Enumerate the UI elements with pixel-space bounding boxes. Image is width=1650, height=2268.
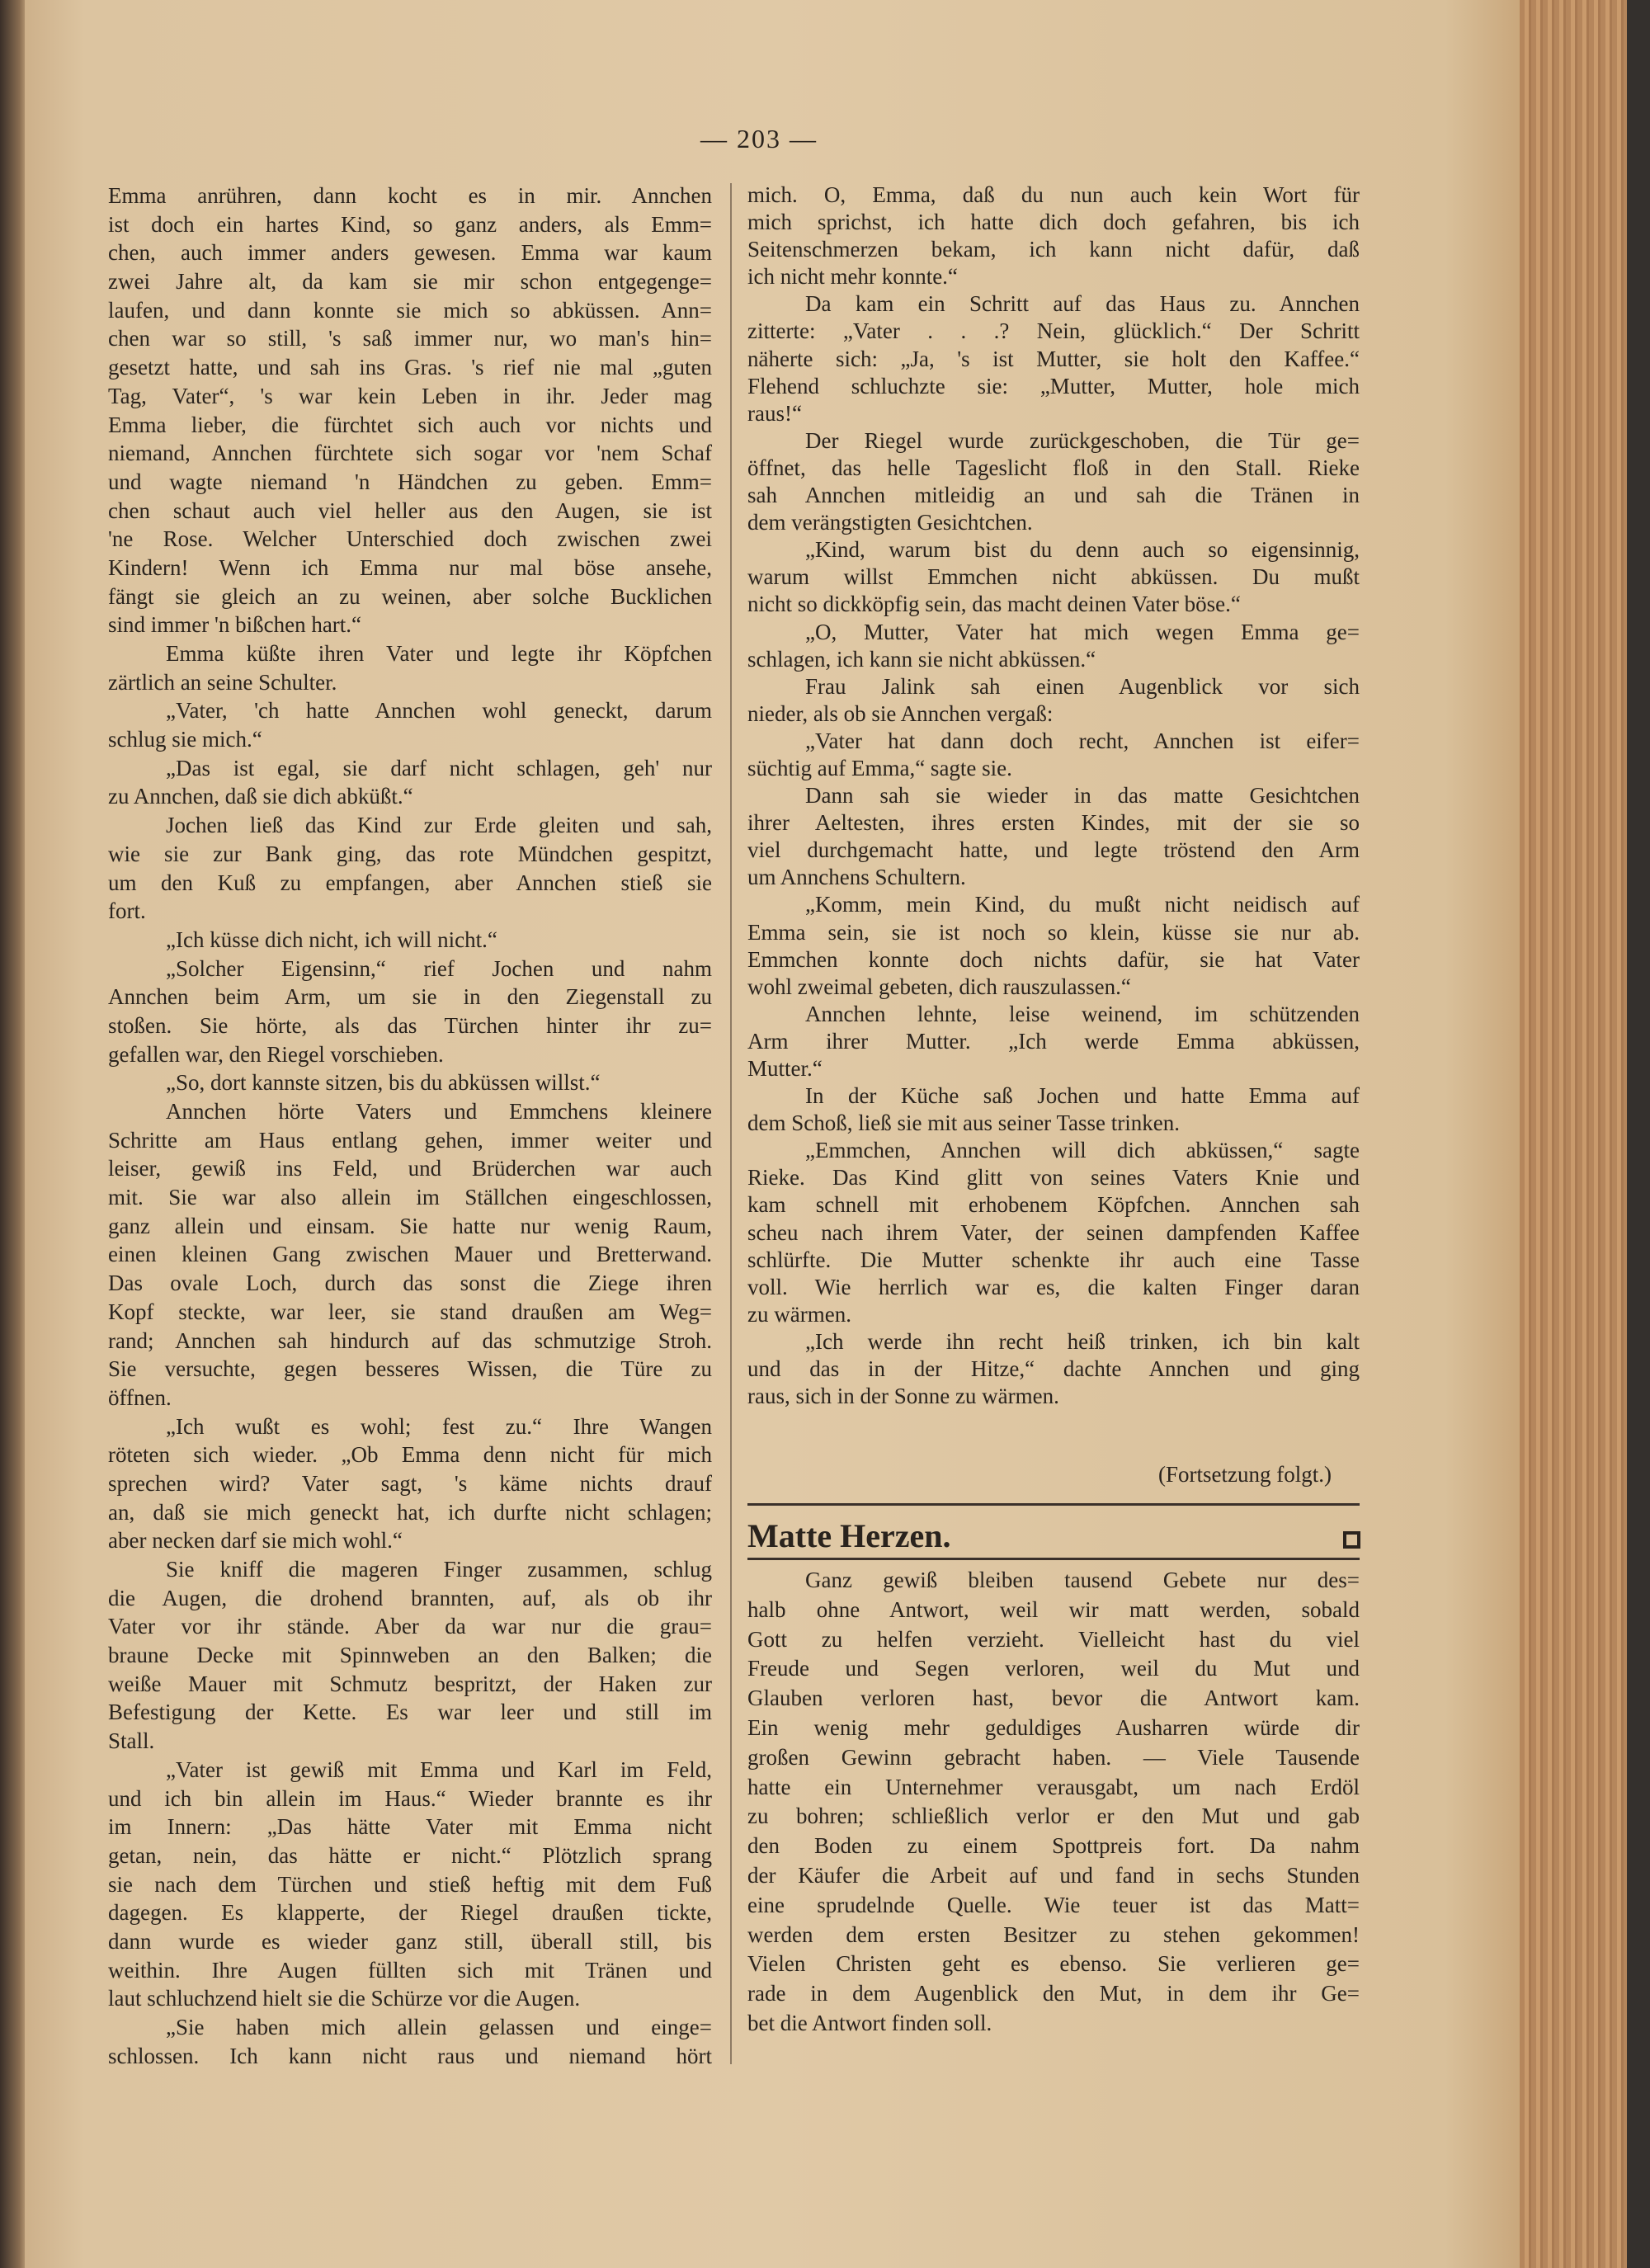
text-line: sah Annchen mitleidig an und sah die Tränen in bbox=[747, 483, 1360, 508]
text-line: Gott zu helfen verzieht. Vielleicht hast du viel bbox=[747, 1626, 1360, 1652]
text-line: und ich bin allein im Haus.“ Wieder brannte es ihr bbox=[108, 1785, 712, 1811]
text-line: Ein wenig mehr geduldiges Ausharren würde dir bbox=[747, 1714, 1360, 1740]
text-line: Annchen hörte Vaters und Emmchens kleinere bbox=[166, 1099, 712, 1124]
text-line: näherte sich: „Ja, 's ist Mutter, sie holt den Kaffee.“ bbox=[747, 346, 1360, 371]
square-ornament-icon bbox=[1343, 1531, 1360, 1549]
text-line: zu bohren; schließlich verlor er den Mut und gab bbox=[747, 1804, 1360, 1829]
story-column-right bbox=[747, 182, 1360, 1410]
book-gutter bbox=[0, 0, 28, 2268]
text-line: ganz allein und einsam. Sie hatte nur wenig Raum, bbox=[108, 1213, 712, 1238]
text-line: großen Gewinn gebracht haben. — Viele Tausende bbox=[747, 1744, 1360, 1770]
text-line: Freude und Segen verloren, weil du Mut und bbox=[747, 1656, 1360, 1681]
text-line: Sie kniff die mageren Finger zusammen, schlug bbox=[166, 1557, 712, 1582]
text-line: laufen, und dann konnte sie mich so abküssen. Ann= bbox=[108, 297, 712, 323]
text-line: sie nach dem Türchen und stieß heftig mit dem Fuß bbox=[108, 1871, 712, 1897]
paragraph bbox=[108, 1555, 712, 1756]
paragraph bbox=[747, 427, 1360, 536]
text-line: bet die Antwort finden soll. bbox=[747, 2010, 992, 2035]
text-line: den Boden zu einem Spottpreis fort. Da nahm bbox=[747, 1833, 1360, 1859]
text-line: voll. Wie herrlich war es, die kalten Finger daran bbox=[747, 1274, 1360, 1299]
paragraph bbox=[747, 1328, 1360, 1410]
text-line: um Annchens Schultern. bbox=[747, 865, 966, 890]
text-line: werden dem ersten Besitzer zu stehen gekommen! bbox=[747, 1921, 1360, 1947]
page-edges bbox=[1520, 0, 1627, 2268]
text-line: „Vater hat dann doch recht, Annchen ist eifer= bbox=[805, 728, 1360, 753]
text-line: Jochen ließ das Kind zur Erde gleiten und sah, bbox=[166, 813, 712, 838]
text-line: „Ich wußt es wohl; fest zu.“ Ihre Wangen bbox=[166, 1413, 712, 1439]
text-line: ich nicht mehr konnte.“ bbox=[747, 264, 958, 290]
text-line: gesetzt hatte, und sah ins Gras. 's rief nie mal „guten bbox=[108, 355, 712, 380]
text-line: „Ich küsse dich nicht, ich will nicht.“ bbox=[166, 927, 497, 952]
text-line: „Kind, warum bist du denn auch so eigensinnig, bbox=[805, 537, 1360, 563]
text-line: schlug sie mich.“ bbox=[108, 727, 262, 752]
text-line: chen, auch immer anders gewesen. Emma war kaum bbox=[108, 240, 712, 266]
text-line: 'ne Rose. Welcher Unterschied doch zwischen zwei bbox=[108, 526, 712, 552]
paragraph bbox=[108, 2013, 712, 2070]
text-line: laut schluchzend hielt sie die Schürze vor die Augen. bbox=[108, 1986, 581, 2011]
text-line: Schritte am Haus entlang gehen, immer weiter und bbox=[108, 1127, 712, 1153]
text-line: viel durchgemacht hatte, und legte tröstend den Arm bbox=[747, 837, 1360, 863]
text-line: weithin. Ihre Augen füllten sich mit Tränen und bbox=[108, 1957, 712, 1983]
text-line: chen war so still, 's saß immer nur, wo man's hin= bbox=[108, 326, 712, 351]
paragraph bbox=[747, 1566, 1360, 2039]
text-line: stoßen. Sie hörte, als das Türchen hinter ihr zu= bbox=[108, 1012, 712, 1038]
text-line: „Das ist egal, sie darf nicht schlagen, geh' nur bbox=[166, 755, 712, 780]
text-line: niemand, Annchen fürchtete sich sogar vor 'nem Schaf bbox=[108, 441, 712, 466]
text-line: dagegen. Es klapperte, der Riegel draußen tickte, bbox=[108, 1900, 712, 1926]
text-line: warum willst Emmchen nicht abküssen. Du mußt bbox=[747, 564, 1360, 590]
text-line: scheu nach ihrem Vater, der seinen dampfenden Kaffee bbox=[747, 1219, 1360, 1245]
text-line: sprechen wird? Vater sagt, 's käme nichts drauf bbox=[108, 1470, 712, 1496]
text-line: Glauben verloren hast, bevor die Antwort kam. bbox=[747, 1686, 1360, 1711]
text-line: „Vater, 'ch hatte Annchen wohl geneckt, darum bbox=[166, 698, 712, 724]
paragraph bbox=[747, 1082, 1360, 1137]
paragraph bbox=[108, 1068, 712, 1097]
text-line: Arm ihrer Mutter. „Ich werde Emma abküssen, bbox=[747, 1028, 1360, 1054]
text-line: Vater vor ihr stände. Aber da war nur die grau= bbox=[108, 1614, 712, 1639]
text-line: „Vater ist gewiß mit Emma und Karl im Feld, bbox=[166, 1756, 712, 1782]
heading-rule-bottom bbox=[747, 1558, 1360, 1560]
text-line: raus, sich in der Sonne zu wärmen. bbox=[747, 1384, 1059, 1409]
text-line: Kindern! Wenn ich Emma nur mal böse ansehe, bbox=[108, 554, 712, 580]
text-line: im Innern: „Das hätte Vater mit Emma nicht bbox=[108, 1814, 712, 1840]
text-line: Seitenschmerzen bekam, ich kann nicht dafür, daß bbox=[747, 237, 1360, 262]
text-line: ihrer Aeltesten, ihres ersten Kindes, mit der sie so bbox=[747, 810, 1360, 836]
text-line: Der Riegel wurde zurückgeschoben, die Tür ge= bbox=[805, 427, 1360, 453]
paragraph bbox=[747, 182, 1360, 290]
paragraph bbox=[747, 1137, 1360, 1328]
text-line: Rieke. Das Kind glitt von seines Vaters Knie und bbox=[747, 1165, 1360, 1191]
text-line: „So, dort kannste sitzen, bis du abküssen willst.“ bbox=[166, 1070, 601, 1096]
text-line: wohl zweimal gebeten, dich rauszulassen.“ bbox=[747, 974, 1131, 999]
text-line: zärtlich an seine Schulter. bbox=[108, 669, 337, 695]
text-line: zu wärmen. bbox=[747, 1301, 851, 1327]
paragraph bbox=[747, 619, 1360, 673]
text-line: zu Annchen, daß sie dich abküßt.“ bbox=[108, 784, 413, 809]
text-line: der Käufer die Arbeit auf und fand in sechs Stunden bbox=[747, 1862, 1360, 1888]
text-line: aber necken darf sie mich wohl.“ bbox=[108, 1528, 403, 1554]
text-line: fort. bbox=[108, 898, 146, 924]
text-line: Mutter.“ bbox=[747, 1056, 823, 1081]
text-line: Tag, Vater“, 's war kein Leben in ihr. Jeder mag bbox=[108, 383, 712, 408]
paragraph bbox=[108, 1412, 712, 1555]
text-line: Kopf steckte, war leer, sie stand draußen am Weg= bbox=[108, 1299, 712, 1324]
text-line: Befestigung der Kette. Es war leer und still im bbox=[108, 1700, 712, 1725]
text-line: zwei Jahre alt, da kam sie mir schon entgegenge= bbox=[108, 269, 712, 295]
text-line: zitterte: „Vater . . .? Nein, glücklich.“ Der Schritt bbox=[747, 318, 1360, 344]
paragraph bbox=[108, 1756, 712, 2013]
story-column-left bbox=[108, 182, 712, 2070]
text-line: nicht so dickköpfig sein, das macht deinen Vater böse.“ bbox=[747, 592, 1241, 617]
continuation-note: (Fortsetzung folgt.) bbox=[1158, 1462, 1332, 1487]
text-line: chen schaut auch viel heller aus den Augen, sie ist bbox=[108, 497, 712, 523]
text-line: sind immer 'n bißchen hart.“ bbox=[108, 612, 362, 638]
text-line: nieder, als ob sie Annchen vergaß: bbox=[747, 700, 1054, 726]
paragraph bbox=[747, 290, 1360, 427]
paragraph bbox=[108, 754, 712, 811]
text-line: dem Schoß, ließ sie mit aus seiner Tasse trinken. bbox=[747, 1110, 1181, 1136]
text-line: schlürfte. Die Mutter schenkte ihr auch eine Tasse bbox=[747, 1247, 1360, 1272]
text-line: ist doch ein hartes Kind, so ganz anders, als Emm= bbox=[108, 211, 712, 237]
paragraph bbox=[108, 955, 712, 1069]
text-line: Sie versuchte, gegen besseres Wissen, die Türe zu bbox=[108, 1356, 712, 1382]
text-line: röteten sich wieder. „Ob Emma denn nicht für mich bbox=[108, 1442, 712, 1468]
text-line: dann wurde es wieder ganz still, überall still, bis bbox=[108, 1928, 712, 1954]
paragraph bbox=[108, 639, 712, 696]
text-line: dem verängstigten Gesichtchen. bbox=[747, 510, 1033, 535]
paragraph bbox=[747, 536, 1360, 618]
text-line: Annchen beim Arm, um sie in den Ziegenstall zu bbox=[108, 984, 712, 1010]
text-line: eine sprudelnde Quelle. Wie teuer ist das Matt= bbox=[747, 1892, 1360, 1917]
paragraph bbox=[747, 673, 1360, 728]
text-line: „Komm, mein Kind, du mußt nicht neidisch auf bbox=[805, 892, 1360, 917]
text-line: getan, nein, das hätte er nicht.“ Plötzlich sprang bbox=[108, 1842, 712, 1868]
text-line: an, daß sie mich geneckt hat, ich durfte nicht schlagen; bbox=[108, 1499, 712, 1525]
text-line: Das ovale Loch, durch das sonst die Ziege ihren bbox=[108, 1271, 712, 1296]
paragraph bbox=[108, 926, 712, 955]
text-line: und wagte niemand 'n Händchen zu geben. Emm= bbox=[108, 469, 712, 494]
book-cover bbox=[1627, 0, 1650, 2268]
text-line: „Sie haben mich allein gelassen und einge= bbox=[166, 2015, 712, 2039]
text-line: gefallen war, den Riegel vorschieben. bbox=[108, 1041, 444, 1067]
text-line: Ganz gewiß bleiben tausend Gebete nur des= bbox=[805, 1568, 1360, 1592]
text-line: schlagen, ich kann sie nicht abküssen.“ bbox=[747, 646, 1096, 672]
text-line: wie sie zur Bank ging, das rote Mündchen gespitzt, bbox=[108, 841, 712, 866]
text-line: Vielen Christen geht es ebenso. Sie verlieren ge= bbox=[747, 1951, 1360, 1977]
text-line: die Augen, die drohend brannten, auf, als ob ihr bbox=[108, 1585, 712, 1610]
text-line: Emmchen konnte doch nichts dafür, sie hat Vater bbox=[747, 946, 1360, 972]
column-divider bbox=[730, 183, 732, 2064]
text-line: „Ich werde ihn recht heiß trinken, ich bin kalt bbox=[805, 1328, 1360, 1354]
paragraph bbox=[108, 182, 712, 639]
article-body bbox=[747, 1566, 1360, 2039]
text-line: braune Decke mit Spinnweben an den Balken; die bbox=[108, 1643, 712, 1668]
text-line: Frau Jalink sah einen Augenblick vor sich bbox=[805, 673, 1360, 699]
text-line: mich sprichst, ich hatte dich doch gefahren, bis ich bbox=[747, 210, 1360, 235]
text-line: schlossen. Ich kann nicht raus und niemand hört bbox=[108, 2043, 712, 2068]
text-line: öffnet, das helle Tageslicht floß in den Stall. Rieke bbox=[747, 455, 1360, 480]
text-line: öffnen. bbox=[108, 1384, 172, 1410]
paragraph bbox=[747, 728, 1360, 782]
text-line: einen kleinen Gang zwischen Mauer und Bretterwand. bbox=[108, 1242, 712, 1267]
text-line: weiße Mauer mit Schmutz bespritzt, der Haken zur bbox=[108, 1671, 712, 1696]
text-line: Flehend schluchzte sie: „Mutter, Mutter, hole mich bbox=[747, 373, 1360, 398]
text-line: Da kam ein Schritt auf das Haus zu. Annchen bbox=[805, 291, 1360, 317]
paragraph bbox=[747, 891, 1360, 1000]
text-line: und das in der Hitze,“ dachte Annchen und ging bbox=[747, 1356, 1360, 1382]
text-line: „O, Mutter, Vater hat mich wegen Emma ge= bbox=[805, 619, 1360, 644]
text-line: süchtig auf Emma,“ sagte sie. bbox=[747, 755, 1012, 780]
text-line: leiser, gewiß ins Feld, und Brüderchen war auch bbox=[108, 1156, 712, 1181]
paragraph bbox=[747, 782, 1360, 891]
text-line: raus!“ bbox=[747, 400, 802, 426]
text-line: rade in dem Augenblick den Mut, in dem ihr Ge= bbox=[747, 1981, 1360, 2006]
paragraph bbox=[108, 811, 712, 926]
text-line: Annchen lehnte, leise weinend, im schützenden bbox=[805, 1001, 1360, 1026]
text-line: In der Küche saß Jochen und hatte Emma auf bbox=[805, 1083, 1360, 1109]
text-line: Emma lieber, die fürchtet sich auch vor nichts und bbox=[108, 412, 712, 437]
paragraph bbox=[108, 1097, 712, 1412]
text-line: Stall. bbox=[108, 1728, 155, 1754]
text-line: rand; Annchen sah hindurch auf das schmutzige Stroh. bbox=[108, 1327, 712, 1353]
text-line: „Solcher Eigensinn,“ rief Jochen und nahm bbox=[166, 955, 712, 981]
text-line: mit. Sie war also allein im Ställchen eingeschlossen, bbox=[108, 1185, 712, 1210]
text-line: Emma sein, sie ist noch so klein, küsse sie nur ab. bbox=[747, 919, 1360, 945]
paragraph bbox=[108, 696, 712, 753]
text-line: halb ohne Antwort, weil wir matt werden, sobald bbox=[747, 1596, 1360, 1622]
text-line: um den Kuß zu empfangen, aber Annchen stieß sie bbox=[108, 870, 712, 895]
heading-rule-top bbox=[747, 1503, 1360, 1506]
paragraph bbox=[747, 1001, 1360, 1082]
text-line: kam schnell mit erhobenem Köpfchen. Annchen sah bbox=[747, 1192, 1360, 1218]
text-line: mich. O, Emma, daß du nun auch kein Wort für bbox=[747, 182, 1360, 207]
text-line: fängt sie gleich an zu weinen, aber solche Bucklichen bbox=[108, 583, 712, 609]
text-line: Emma küßte ihren Vater und legte ihr Köpfchen bbox=[166, 641, 712, 666]
text-line: „Emmchen, Annchen will dich abküssen,“ sagte bbox=[805, 1138, 1360, 1163]
page-number: — 203 — bbox=[700, 124, 818, 153]
text-line: hatte ein Unternehmer verausgabt, um nach Erdöl bbox=[747, 1774, 1360, 1799]
text-line: Dann sah sie wieder in das matte Gesichtchen bbox=[805, 783, 1360, 809]
article-title: Matte Herzen. bbox=[747, 1517, 951, 1554]
text-line: Emma anrühren, dann kocht es in mir. Annchen bbox=[108, 183, 712, 208]
